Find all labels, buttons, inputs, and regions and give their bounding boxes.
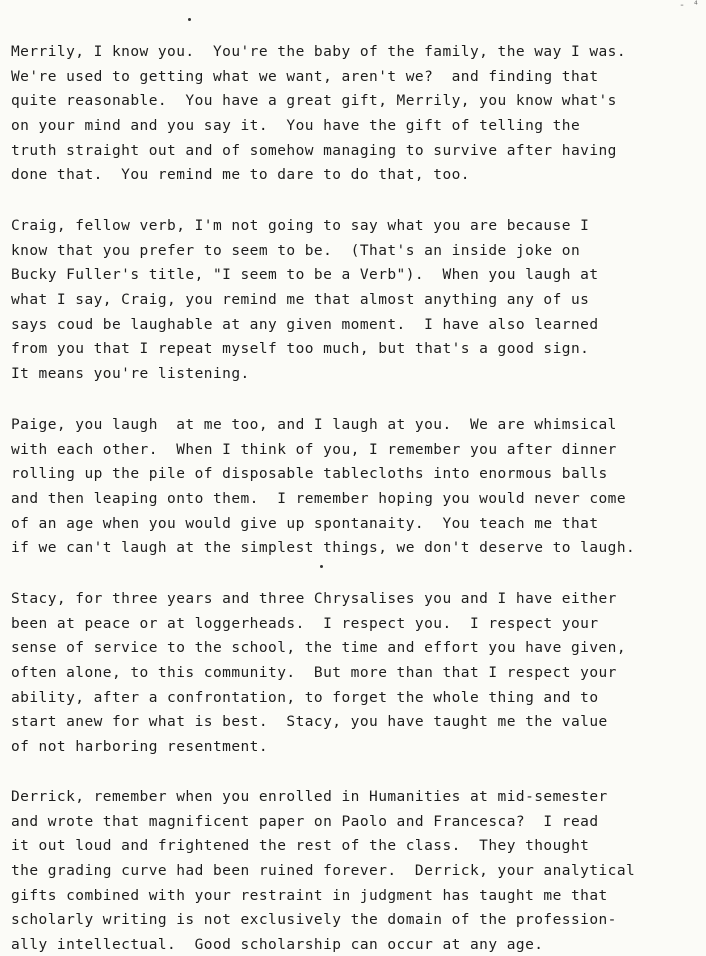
text-line: been at peace or at loggerheads. I respect you. I respect your [11, 615, 599, 632]
text-line: and then leaping onto them. I remember hoping you would never come [11, 491, 627, 508]
text-line: of an age when you would give up spontanaity. You teach me that [11, 515, 599, 532]
text-line: Bucky Fuller's title, "I seem to be a Verb"). When you laugh at [11, 267, 599, 284]
text-line: Stacy, for three years and three Chrysalises you and I have either [11, 591, 617, 607]
text-line: the grading curve had been ruined forever. Derrick, your analytical [11, 863, 636, 880]
text-line: Merrily, I know you. You're the baby of the family, the way I was. [11, 44, 627, 60]
text-line: on your mind and you say it. You have the gift of telling the [11, 118, 581, 135]
text-line: done that. You remind me to dare to do that, too. [11, 167, 470, 184]
text-line: ability, after a confrontation, to forget the whole thing and to [11, 689, 599, 706]
text-line: truth straight out and of somehow managing to survive after having [11, 142, 617, 159]
text-line: ally intellectual. Good scholarship can occur at any age. [11, 937, 544, 954]
text-line: with each other. When I think of you, I remember you after dinner [11, 441, 617, 458]
text-line: often alone, to this community. But more than that I respect your [11, 665, 617, 682]
text-line: We're used to getting what we want, aren't we? and finding that [11, 68, 599, 85]
text-line: Craig, fellow verb, I'm not going to say what you are because I [11, 218, 590, 234]
text-line: from you that I repeat myself too much, but that's a good sign. [11, 341, 590, 358]
text-line: says coud be laughable at any given moment. I have also learned [11, 316, 599, 333]
text-line: know that you prefer to seem to be. (That's an inside joke on [11, 242, 581, 259]
paragraph-merrily [11, 40, 626, 188]
paragraph-stacy [11, 587, 626, 760]
text-line: gifts combined with your restraint in judgment has taught me that [11, 887, 608, 904]
paragraph-craig [11, 214, 599, 387]
paragraph-derrick [11, 785, 635, 956]
text-line: scholarly writing is not exclusively the domain of the profession- [11, 912, 617, 929]
ink-speck [188, 18, 191, 21]
text-line: start anew for what is best. Stacy, you have taught me the value [11, 714, 608, 731]
text-line: what I say, Craig, you remind me that almost anything any of us [11, 292, 590, 309]
text-line: It means you're listening. [11, 366, 250, 383]
page-marker: - ⁴ [678, 0, 700, 11]
text-line: quite reasonable. You have a great gift, Merrily, you know what's [11, 93, 617, 110]
paragraph-paige [11, 413, 635, 561]
text-line: Derrick, remember when you enrolled in Humanities at mid-semester [11, 789, 608, 805]
text-line: sense of service to the school, the time and effort you have given, [11, 640, 627, 657]
ink-speck [320, 565, 323, 568]
text-line: it out loud and frightened the rest of the class. They thought [11, 838, 590, 855]
text-line: and wrote that magnificent paper on Paolo and Francesca? I read [11, 813, 599, 830]
text-line: Paige, you laugh at me too, and I laugh at you. We are whimsical [11, 417, 617, 433]
text-line: of not harboring resentment. [11, 739, 269, 756]
text-line: rolling up the pile of disposable tablecloths into enormous balls [11, 466, 608, 483]
text-line: if we can't laugh at the simplest things, we don't deserve to laugh. [11, 540, 636, 557]
